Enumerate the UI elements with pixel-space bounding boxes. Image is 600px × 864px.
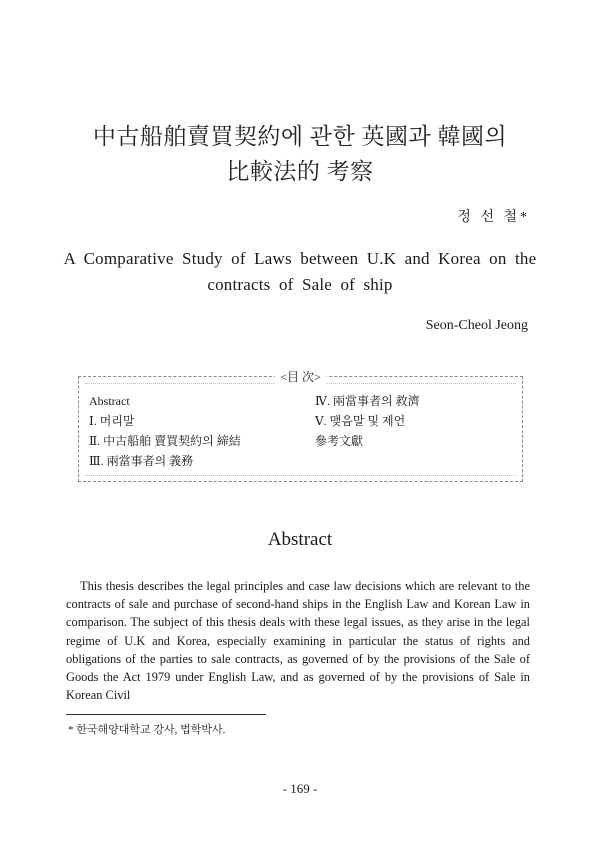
english-title-line-2: contracts of Sale of ship <box>207 275 393 294</box>
author-korean: 정 선 철* <box>457 210 530 225</box>
toc-item: Abstract <box>89 394 130 408</box>
page-number: - 169 - <box>282 781 318 796</box>
toc-item: 參考文獻 <box>315 434 364 448</box>
toc-left-column <box>89 391 241 471</box>
korean-title-line-2: 比較法的 考察 <box>226 159 374 184</box>
toc-divider-bottom <box>85 475 516 476</box>
abstract-heading: Abstract <box>267 529 333 550</box>
footnote: * 한국해양대학교 강사, 법학박사. <box>68 724 226 736</box>
table-of-contents <box>78 370 523 482</box>
toc-item: Ⅱ. 中古船舶 賣買契約의 締結 <box>89 434 241 448</box>
toc-item: Ⅴ. 맺음말 및 제언 <box>315 414 406 428</box>
author-english: Seon-Cheol Jeong <box>425 318 528 333</box>
korean-title-line-1: 中古船舶賣買契約에 관한 英國과 韓國의 <box>92 124 508 149</box>
english-title-line-1: A Comparative Study of Laws between U.K and Korea on the <box>63 249 537 268</box>
footnote-rule <box>66 714 266 715</box>
toc-heading: <目 次> <box>274 368 327 385</box>
abstract-paragraph: This thesis describes the legal principles and case law decisions which are relevant to the contracts of sale and purchase of second-hand ships in the English Law and Korean Law in comparison. The subject of this thesis deals with these legal issues, as they arise in the legal regime of U.K and Korea, especially examining in particular the status of rights and obligations of the parties to sale contracts, as governed of by the provisions of the Sale of Goods the Act 1979 under English Law, and as governed of by the provisions of Sale in Korean Civil <box>66 579 530 703</box>
toc-right-column <box>315 391 420 451</box>
toc-item: Ⅲ. 兩當事者의 義務 <box>89 454 194 468</box>
toc-item: Ⅳ. 兩當事者의 救濟 <box>315 394 420 408</box>
toc-item: Ⅰ. 머리말 <box>89 414 135 428</box>
